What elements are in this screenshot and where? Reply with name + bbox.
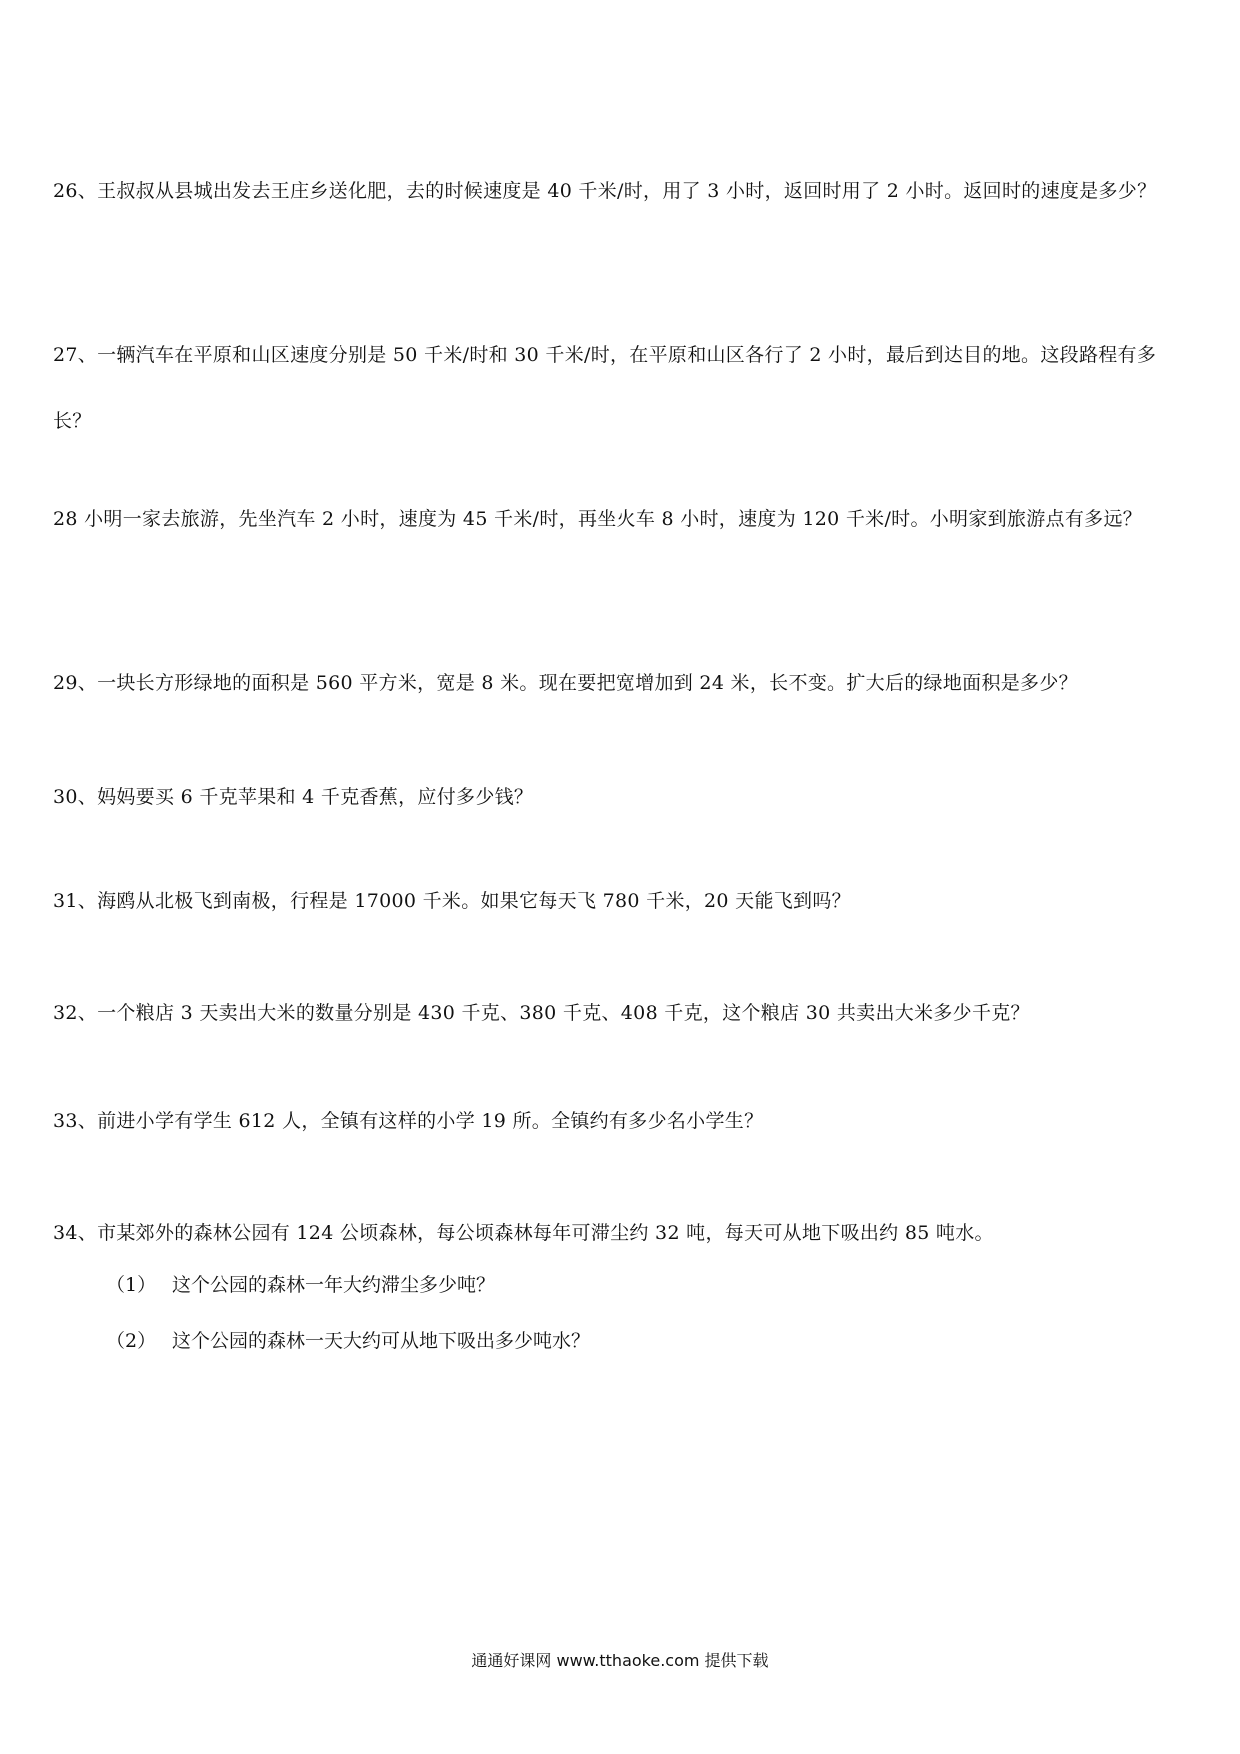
problem-33: 33、前进小学有学生 612 人，全镇有这样的小学 19 所。全镇约有多少名小学生？ — [53, 1110, 764, 1132]
subquestion-1 — [106, 1270, 495, 1300]
page-footer: 通通好课网 www.tthaoke.com 提供下载 — [471, 1651, 769, 1670]
problem-26: 26、王叔叔从县城出发去王庄乡送化肥，去的时候速度是 40 千米/时，用了 3 小时，返回时用了 2 小时。返回时的速度是多少？ — [53, 180, 1157, 202]
subquestion-text: 这个公园的森林一天大约可从地下吸出多少吨水？ — [172, 1330, 591, 1352]
problem-29: 29、一块长方形绿地的面积是 560 平方米，宽是 8 米。现在要把宽增加到 24 米，长不变。扩大后的绿地面积是多少？ — [53, 672, 1078, 694]
problem-32: 32、一个粮店 3 天卖出大米的数量分别是 430 千克、380 千克、408 千克，这个粮店 30 共卖出大米多少千克？ — [53, 1002, 1030, 1024]
problem-28: 28 小明一家去旅游，先坐汽车 2 小时，速度为 45 千米/时，再坐火车 8 小时，速度为 120 千米/时。小明家到旅游点有多远？ — [53, 508, 1143, 530]
subquestion-text: 这个公园的森林一年大约滞尘多少吨？ — [172, 1274, 496, 1296]
problem-30: 30、妈妈要买 6 千克苹果和 4 千克香蕉，应付多少钱？ — [53, 786, 534, 808]
subquestion-number: （1） — [106, 1274, 157, 1296]
problem-31: 31、海鸥从北极飞到南极，行程是 17000 千米。如果它每天飞 780 千米，20 天能飞到吗？ — [53, 890, 851, 912]
subquestion-2 — [106, 1326, 590, 1356]
problem-27: 27、一辆汽车在平原和山区速度分别是 50 千米/时和 30 千米/时，在平原和山区各行了 2 小时，最后到达目的地。这段路程有多长？ — [53, 344, 1157, 432]
subquestion-number: （2） — [106, 1330, 157, 1352]
problem-34: 34、市某郊外的森林公园有 124 公顷森林，每公顷森林每年可滞尘约 32 吨，每天可从地下吸出约 85 吨水。 — [53, 1222, 994, 1244]
